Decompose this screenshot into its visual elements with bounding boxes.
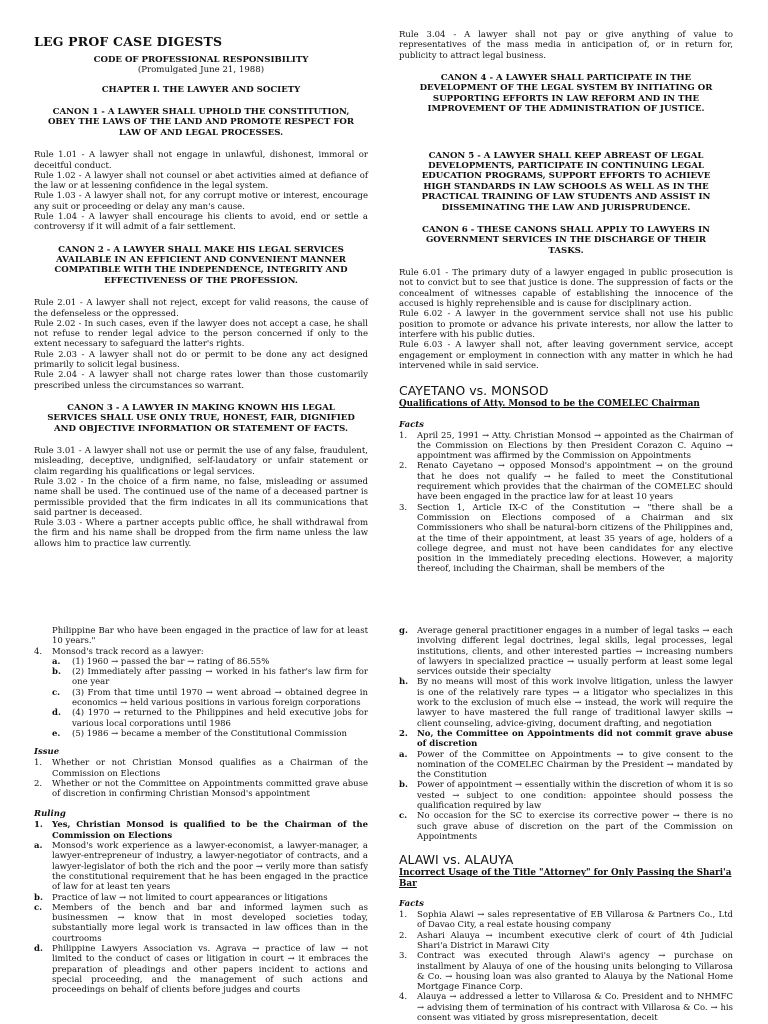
- rule-text: Rule 1.01 - A lawyer shall not engage in unlawful, dishonest, immoral or deceitful conduct.: [34, 150, 368, 171]
- rule-text: Rule 1.02 - A lawyer shall not counsel or abet activities aimed at defiance of the law or at lessening confidence in the legal system.: [34, 170, 368, 192]
- list-item: [34, 758, 368, 779]
- list-number: 1.: [34, 820, 43, 831]
- canon-2-heading: CANON 2 - A LAWYER SHALL MAKE HIS LEGAL SERVICES AVAILABLE IN AN EFFICIENT AND CONVENIENT MANNER COMPATIBLE WITH THE INDEPENDENCE, INTEGRITY AND EFFECTIVENESS OF THE PROFESSION.: [54, 244, 348, 286]
- chapter-heading: CHAPTER I. THE LAWYER AND SOCIETY: [101, 85, 301, 95]
- track-record-item: [52, 657, 368, 667]
- list-text: Members of the bench and bar and informed laymen such as businessmen → know that in most developed societies today, substantially more legal work is transacted in law offices than in the courtrooms: [52, 902, 368, 944]
- page1-left-column: [34, 30, 368, 561]
- list-letter: d.: [34, 944, 43, 955]
- list-item: [399, 931, 733, 952]
- rule-text: Rule 6.03 - A lawyer shall not, after leaving government service, accept engagement or employment in connection with any matter in which he had intervened while in said service.: [399, 340, 733, 371]
- list-letter: c.: [34, 902, 43, 913]
- list-letter: c.: [399, 811, 408, 822]
- list-letter: b.: [34, 892, 43, 903]
- canon-1-heading: CANON 1 - A LAWYER SHALL UPHOLD THE CONSTITUTION, OBEY THE LAWS OF THE LAND AND PROMOTE RESPECT FOR LAW OF AND LEGAL PROCESSES.: [47, 107, 355, 138]
- list-text: No occasion for the SC to exercise its corrective power → there is no such grave abuse of discretion on the part of the Commission on Appointments: [417, 811, 733, 842]
- page1-right-column: [399, 30, 733, 575]
- rule-text: Rule 2.03 - A lawyer shall not do or permit to be done any act designed primarily to solicit legal business.: [34, 349, 368, 370]
- list-text: Practice of law → not limited to court appearances or litigations: [52, 892, 328, 903]
- ruling-point: [399, 811, 733, 842]
- list-text: Philippine Lawyers Association vs. Agrava → practice of law → not limited to the conduct of cases or litigation in court → it embraces the preparation of pleadings and other papers incident to actions and special proceeding, and the management of such actions and proceedings on behalf of clients before judges and courts: [52, 944, 368, 996]
- list-text: (5) 1986 → became a member of the Constitutional Commission: [72, 728, 347, 739]
- canon-5-heading: CANON 5 - A LAWYER SHALL KEEP ABREAST OF LEGAL DEVELOPMENTS, PARTICIPATE IN CONTINUING LEGAL EDUCATION PROGRAMS, SUPPORT EFFORTS TO ACHIEVE HIGH STANDARDS IN LAW SCHOOLS AS WELL AS IN THE PRACTICAL TRAINING OF LAW STUDENTS AND ASSIST IN DISSEMINATING THE LAW AND JURISPRUDENCE.: [421, 150, 711, 213]
- ruling-heading: Ruling: [34, 809, 66, 820]
- list-item: [34, 820, 368, 841]
- case-subtitle: Incorrect Usage of the Title "Attorney" for Only Passing the Shari'a Bar: [399, 868, 732, 889]
- list-text: Renato Cayetano → opposed Monsod's appointment → on the ground that he does not qualify → he failed to meet the Constitutional requirement which provides that the chairman of the COMELEC should have been engaged in the practice law for at least 10 years: [417, 461, 733, 503]
- list-text: Yes, Christian Monsod is qualified to be the Chairman of the Commission on Elections: [52, 820, 368, 841]
- list-text: Whether or not Christian Monsod qualifies as a Chairman of the Commission on Elections: [52, 758, 368, 779]
- canon-6-heading: CANON 6 - THESE CANONS SHALL APPLY TO LAWYERS IN GOVERNMENT SERVICES IN THE DISCHARGE OF THEIR TASKS.: [422, 224, 710, 256]
- rule-text: Rule 6.02 - A lawyer in the government service shall not use his public position to promote or advance his private interests, nor allow the latter to interfere with his public duties.: [399, 309, 733, 340]
- list-number: 3.: [399, 951, 408, 962]
- case-title: ALAWI vs. ALAUYA: [399, 852, 514, 868]
- list-text: Contract was executed through Alawi's agency → purchase on installment by Alauya of one of the housing units belonging to Villarosa & Co. → housing loan was also granted to Alauya by the National Home Mortgage Finance Corp.: [417, 951, 733, 993]
- track-record-item: [52, 688, 368, 709]
- document-title: LEG PROF CASE DIGESTS: [34, 34, 223, 49]
- list-letter: b.: [52, 667, 61, 678]
- list-letter: h.: [399, 677, 409, 688]
- list-text: Sophia Alawi → sales representative of EB Villarosa & Partners Co., Ltd of Davao City, a real estate housing company: [417, 910, 733, 931]
- list-text: April 25, 1991 → Atty. Christian Monsod → appointed as the Chairman of the Commission on Elections by then President Corazon C. Aquino → appointment was affirmed by the Commission on Appointments: [417, 430, 733, 462]
- list-text: By no means will most of this work involve litigation, unless the lawyer is one of the relatively rare types → a litigator who specializes in this work to the exclusion of much else → instead, the work will require the lawyer to have mastered the full range of traditional lawyer skills → client counseling, advice-giving, document drafting, and negotiation: [417, 677, 733, 729]
- issue-heading: Issue: [34, 747, 60, 758]
- canon-4-heading: CANON 4 - A LAWYER SHALL PARTICIPATE IN THE DEVELOPMENT OF THE LEGAL SYSTEM BY INITIATING OR SUPPORTING EFFORTS IN LAW REFORM AND IN THE IMPROVEMENT OF THE ADMINISTRATION OF JUSTICE.: [419, 72, 713, 115]
- list-item: [34, 779, 368, 800]
- track-record-item: [52, 708, 368, 729]
- page-gap: [0, 600, 768, 618]
- canon-3-heading: CANON 3 - A LAWYER IN MAKING KNOWN HIS LEGAL SERVICES SHALL USE ONLY TRUE, HONEST, FAIR, DIGNIFIED AND OBJECTIVE INFORMATION OR STATEMENT OF FACTS.: [47, 402, 355, 434]
- ruling-continued-list: [399, 626, 733, 842]
- list-item: [399, 503, 733, 575]
- list-number: 4.: [34, 646, 43, 657]
- list-text: Monsod's track record as a lawyer:: [52, 646, 204, 657]
- list-text: Power of appointment → essentially within the discretion of whom it is so vested → subject to one condition: appointee should possess the qualification required by law: [417, 780, 734, 812]
- rule-text: Rule 3.03 - Where a partner accepts public office, he shall withdrawal from the firm and his name shall be dropped from the firm name unless the law allows him to practice law currently.: [34, 518, 368, 549]
- rule-3-04: Rule 3.04 - A lawyer shall not pay or give anything of value to representatives of the mass media in anticipation of, or in return for, publicity to attract legal business.: [399, 30, 733, 61]
- list-number: 3.: [399, 502, 408, 513]
- list-text: Power of the Committee on Appointments → to give consent to the nomination of the COMELEC Chairman by the President → mandated by the Constitution: [417, 749, 733, 781]
- case-title: CAYETANO vs. MONSOD: [399, 383, 549, 399]
- case-2-facts: [399, 910, 733, 1023]
- list-number: 2.: [399, 461, 408, 472]
- rule-text: Rule 1.03 - A lawyer shall not, for any corrupt motive or interest, encourage any suit or proceeding or delay any man's cause.: [34, 191, 368, 212]
- case-subtitle: Qualifications of Atty. Monsod to be the COMELEC Chairman: [399, 399, 700, 410]
- ruling-point: [399, 677, 733, 728]
- list-text: (1) 1960 → passed the bar → rating of 86.55%: [72, 656, 270, 667]
- list-item: [399, 910, 733, 931]
- facts-heading: Facts: [399, 419, 424, 430]
- canon-6-rules: [399, 268, 733, 371]
- facts-heading: Facts: [399, 899, 424, 910]
- list-letter: d.: [52, 708, 61, 719]
- rule-text: Rule 6.01 - The primary duty of a lawyer engaged in public prosecution is not to convict but to see that justice is done. The suppression of facts or the concealment of witnesses capable of establishing the innocence of the accused is highly reprehensible and is cause for disciplinary action.: [399, 268, 733, 310]
- list-number: 1.: [399, 910, 408, 921]
- track-record-item: [52, 667, 368, 688]
- list-text: Section 1, Article IX-C of the Constitution → "there shall be a Commission on Elections composed of a Chairman and six Commissioners who shall be natural-born citizens of the Philippines and, at the time of their appointment, at least 35 years of age, holders of a college degree, and must not have been candidates for any elective position in the immediately preceding elections. However, a majority thereof, including the Chairman, shall be members of the: [417, 502, 733, 575]
- ruling-point: [34, 841, 368, 892]
- ruling-point: [34, 893, 368, 903]
- list-number: 2.: [399, 728, 408, 739]
- page2-right-column: [399, 626, 733, 1023]
- list-item: [34, 626, 368, 647]
- list-text: Average general practitioner engages in a number of legal tasks → each involving different legal doctrines, legal skills, legal processes, legal institutions, clients, and other interested parties → increasing numbers of lawyers in specialized practice → usually perform at least some legal services outside their specialty: [417, 626, 733, 678]
- ruling-point: [399, 750, 733, 781]
- ruling-point: [34, 903, 368, 944]
- list-text: No, the Committee on Appointments did not commit grave abuse of discretion: [417, 728, 733, 750]
- list-item: [399, 431, 733, 462]
- promulgated-date: (Promulgated June 21, 1988): [137, 65, 265, 75]
- canon-2-rules: [34, 298, 368, 391]
- code-title: CODE OF PROFESSIONAL RESPONSIBILITY: [93, 55, 309, 65]
- list-item: [399, 992, 733, 1023]
- case-1-facts: [399, 431, 733, 575]
- document-page-2: [0, 618, 768, 1024]
- ruling-list: [34, 820, 368, 995]
- list-item: [34, 647, 368, 657]
- ruling-point: [34, 944, 368, 995]
- canon-3-rules: [34, 446, 368, 549]
- list-letter: e.: [52, 728, 61, 739]
- rule-text: Rule 3.01 - A lawyer shall not use or permit the use of any false, fraudulent, misleading, deceptive, undignified, self-laudatory or unfair statement or claim regarding his qualifications or legal services.: [34, 446, 368, 477]
- rule-text: Rule 1.04 - A lawyer shall encourage his clients to avoid, end or settle a controversy if it will admit of a fair settlement.: [34, 212, 368, 233]
- list-letter: g.: [399, 626, 408, 636]
- case-1-facts-continued: [34, 626, 368, 739]
- list-text: (4) 1970 → returned to the Philippines and held executive jobs for various local corporations until 1986: [72, 708, 368, 729]
- issue-list: [34, 758, 368, 799]
- list-letter: a.: [52, 656, 61, 667]
- list-letter: c.: [52, 687, 61, 698]
- rule-text: Rule 2.04 - A lawyer shall not charge rates lower than those customarily prescribed unless the circumstances so warrant.: [34, 370, 368, 391]
- list-number: 1.: [34, 758, 43, 769]
- list-text: (3) From that time until 1970 → went abroad → obtained degree in economics → held various positions in various foreign corporations: [72, 687, 368, 709]
- ruling-point: [399, 626, 733, 677]
- list-item: [399, 729, 733, 750]
- list-text: Whether or not the Committee on Appointments committed grave abuse of discretion in confirming Christian Monsod's appointment: [52, 778, 368, 800]
- list-number: 2.: [34, 778, 43, 789]
- list-text: Philippine Bar who have been engaged in the practice of law for at least 10 years.": [52, 626, 368, 647]
- list-text: Alauya → addressed a letter to Villarosa & Co. President and to NHMFC → advising them of termination of his contract with Villarosa & Co. → his consent was vitiated by gross misrepresentation, deceit: [417, 992, 733, 1024]
- list-text: Monsod's work experience as a lawyer-economist, a lawyer-manager, a lawyer-entrepreneur of industry, a lawyer-negotiator of contracts, and a lawyer-legislator of both the rich and the poor → verily more than satisfy the constitutional requirement that he has been engaged in the practice of law for at least ten years: [52, 841, 368, 893]
- list-text: (2) Immediately after passing → worked in his father's law firm for one year: [72, 667, 368, 688]
- list-text: Ashari Alauya → incumbent executive clerk of court of 4th Judicial Shari'a District in Marawi City: [417, 930, 733, 951]
- page2-left-column: [34, 626, 368, 996]
- list-number: 1.: [399, 430, 408, 441]
- list-number: 4.: [399, 992, 408, 1003]
- canon-1-rules: [34, 150, 368, 232]
- list-item: [399, 951, 733, 992]
- rule-text: Rule 3.02 - In the choice of a firm name, no false, misleading or assumed name shall be used. The continued use of the name of a deceased partner is permissible provided that the firm indicates in all its communications that said partner is deceased.: [34, 477, 368, 518]
- list-letter: a.: [399, 749, 408, 760]
- list-letter: b.: [399, 780, 408, 791]
- track-record-item: [52, 729, 368, 739]
- rule-text: Rule 2.01 - A lawyer shall not reject, except for valid reasons, the cause of the defenseless or the oppressed.: [34, 298, 368, 319]
- list-letter: a.: [34, 841, 43, 852]
- rule-text: Rule 2.02 - In such cases, even if the lawyer does not accept a case, he shall not refuse to render legal advice to the person concerned if only to the extent necessary to safeguard the latter's rights.: [34, 318, 368, 350]
- list-item: [399, 461, 733, 502]
- list-number: 2.: [399, 930, 408, 941]
- ruling-point: [399, 780, 733, 811]
